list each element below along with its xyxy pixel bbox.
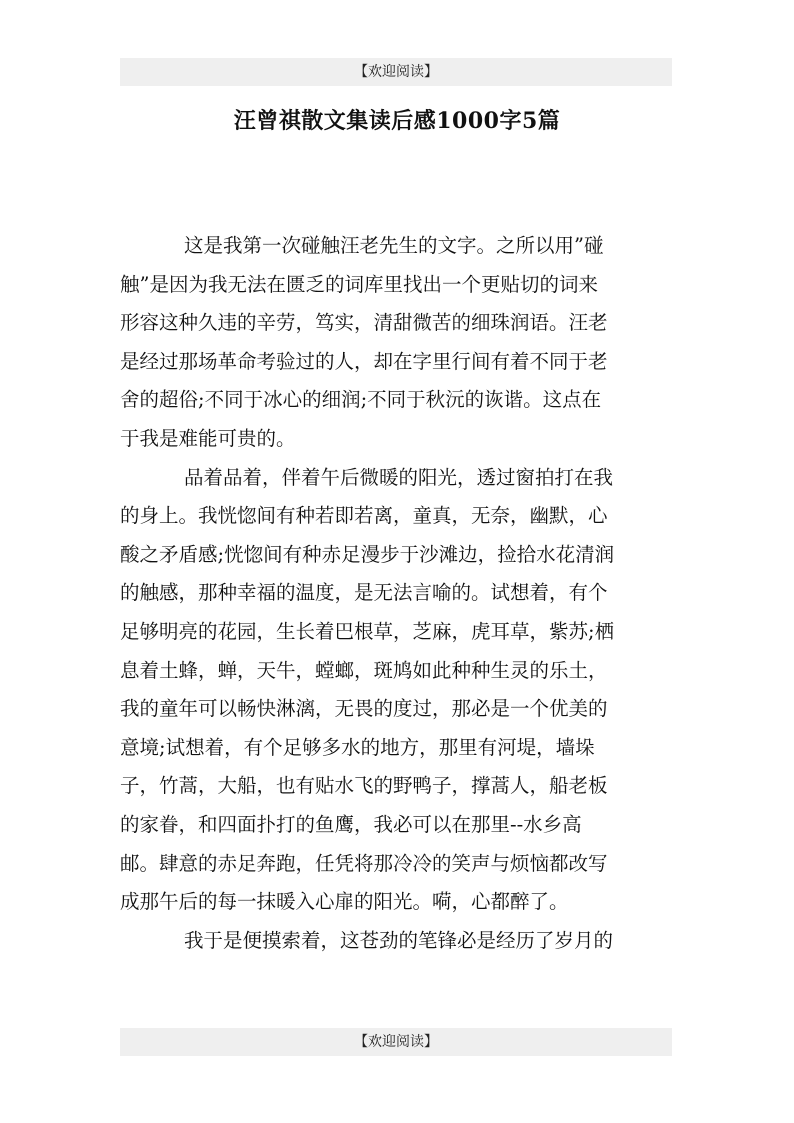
text-line: 我的童年可以畅快淋漓，无畏的度过，那必是一个优美的: [120, 697, 608, 721]
header-banner: 【欢迎阅读】: [120, 58, 672, 86]
text-line: 意境;试想着，有个足够多水的地方，那里有河堤，墙垛: [120, 735, 595, 759]
text-line: 形容这种久违的辛劳，笃实，清甜微苦的细珠润语。汪老: [120, 311, 608, 335]
text-line: 是经过那场革命考验过的人，却在字里行间有着不同于老: [120, 349, 608, 373]
text-line: 品着品着，伴着午后微暖的阳光，透过窗拍打在我: [184, 465, 614, 489]
text-line: 的触感，那种幸福的温度，是无法言喻的。试想着，有个: [120, 581, 608, 605]
text-line: 酸之矛盾感;恍惚间有种赤足漫步于沙滩边，捡拾水花清润: [120, 542, 615, 566]
article-body: [120, 227, 675, 960]
text-line: 触”是因为我无法在匮乏的词库里找出一个更贴切的词来: [120, 272, 598, 296]
text-line: 舍的超俗;不同于冰心的细润;不同于秋沅的诙谐。这点在: [120, 388, 602, 412]
text-line: 我于是便摸索着，这苍劲的笔锋必是经历了岁月的: [184, 928, 614, 952]
text-line: 于我是难能可贵的。: [120, 426, 296, 450]
text-line: 的身上。我恍惚间有种若即若离，童真，无奈，幽默，心: [120, 504, 608, 528]
text-line: 子，竹蒿，大船，也有贴水飞的野鸭子，撑蒿人，船老板: [120, 774, 608, 798]
text-line: 成那午后的每一抹暖入心扉的阳光。嗬，心都醉了。: [120, 890, 569, 914]
text-line: 这是我第一次碰触汪老先生的文字。之所以用”碰: [184, 234, 604, 257]
text-line: 足够明亮的花园，生长着巴根草，芝麻，虎耳草，紫苏;栖: [120, 619, 615, 643]
text-line: 的家眷，和四面扑打的鱼鹰，我必可以在那里--水乡高: [120, 812, 582, 836]
text-line: 邮。肆意的赤足奔跑，任凭将那冷冷的笑声与烦恼都改写: [120, 851, 608, 875]
page-title: 汪曾祺散文集读后感1000字5篇: [233, 108, 561, 134]
text-line: 息着土蜂，蝉，天牛，螳螂，斑鸠如此种种生灵的乐土，: [120, 658, 608, 682]
footer-banner: 【欢迎阅读】: [120, 1028, 672, 1056]
